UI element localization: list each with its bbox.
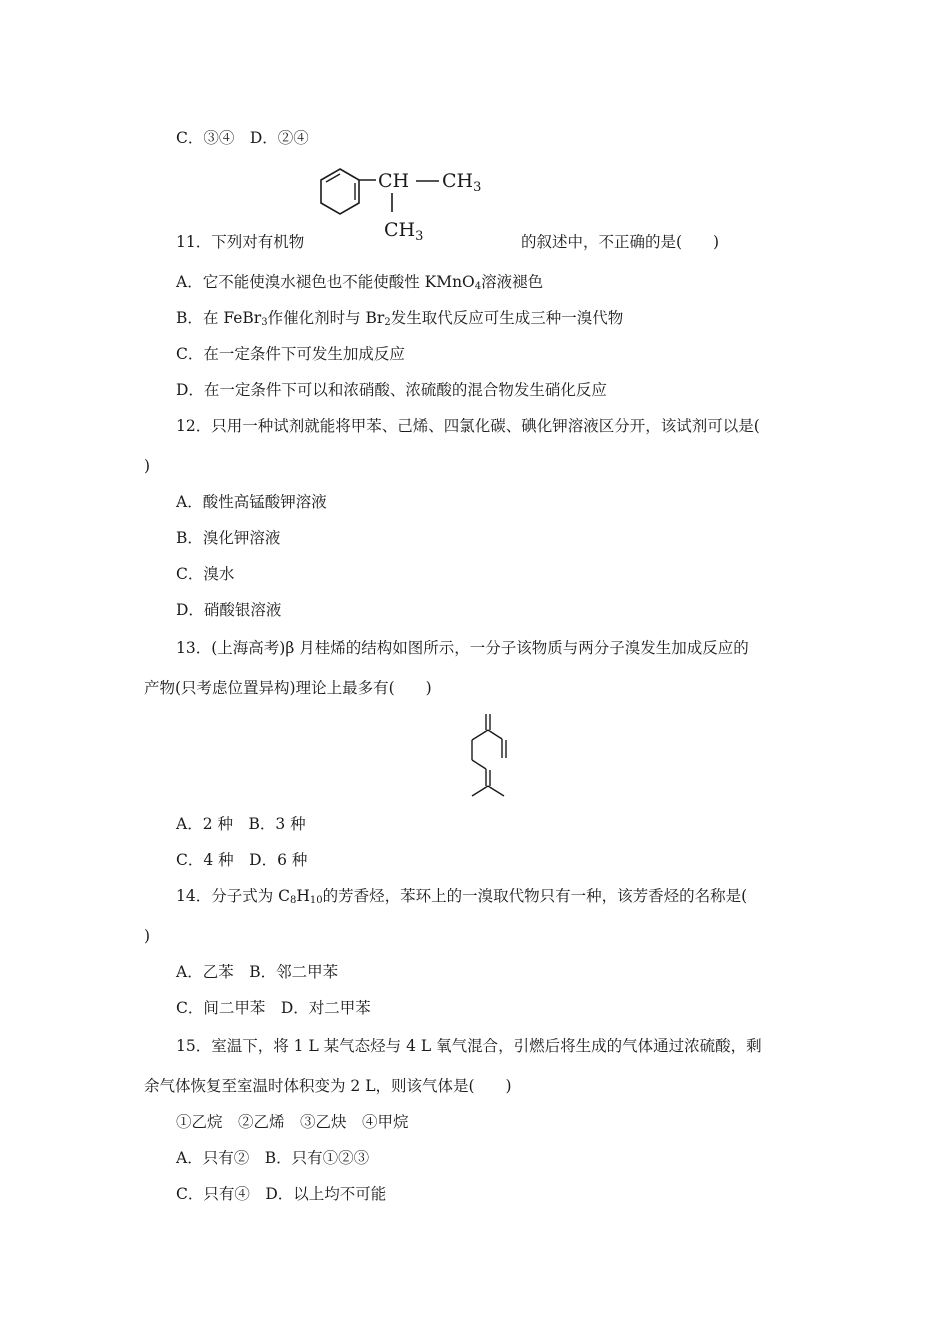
- q13-stem-line1: 13．(上海高考)β 月桂烯的结构如图所示，一分子该物质与两分子溴发生加成反应的: [176, 639, 749, 657]
- q15-options-ab: A．只有② B．只有①②③: [176, 1149, 370, 1167]
- ch3-bottom-label: $CH_3$: [384, 219, 424, 244]
- q15-stem-line2: 余气体恢复至室温时体积变为 2 L，则该气体是( ): [144, 1077, 512, 1095]
- q15-options-cd: C．只有④ D．以上均不可能: [176, 1185, 387, 1203]
- q12-option-c: C．溴水: [176, 565, 235, 583]
- ch-label: CH: [378, 170, 410, 192]
- q12-option-b: B．溴化钾溶液: [176, 529, 281, 547]
- q14-options-cd: C．间二甲苯 D．对二甲苯: [176, 999, 371, 1017]
- myrcene-structure: [460, 710, 520, 814]
- q12-stem-line2: ): [144, 457, 151, 475]
- q11-stem-suffix: 的叙述中，不正确的是( ): [521, 233, 720, 251]
- q14-stem-line2: ): [144, 927, 151, 945]
- q11-stem-prefix: 11．下列对有机物: [176, 233, 305, 251]
- q11-option-d: D．在一定条件下可以和浓硝酸、浓硫酸的混合物发生硝化反应: [176, 381, 607, 399]
- ch3-right-label: $CH_3$: [442, 170, 482, 195]
- q14-options-ab: A．乙苯 B．邻二甲苯: [176, 963, 339, 981]
- q10-options-cd: C．③④ D．②④: [176, 129, 309, 147]
- q15-stem-line1: 15．室温下，将 1 L 某气态烃与 4 L 氧气混合，引燃后将生成的气体通过浓硫酸，剩: [176, 1037, 762, 1055]
- q11-option-a: A．它不能使溴水褪色也不能使酸性 KMnO$_4$溶液褪色: [176, 273, 544, 292]
- q13-options-cd: C．4 种 D．6 种: [176, 851, 308, 869]
- q12-stem-line1: 12．只用一种试剂就能将甲苯、己烯、四氯化碳、碘化钾溶液区分开，该试剂可以是(: [176, 417, 760, 435]
- cumene-structure: [312, 160, 502, 250]
- q11-option-b: B．在 FeBr$_3$作催化剂时与 $Br_2$发生取代反应可生成三种一溴代物: [176, 309, 624, 328]
- q13-options-ab: A．2 种 B．3 种: [176, 815, 306, 833]
- q14-stem-line1: 14．分子式为 $C_8H_{10}$的芳香烃，苯环上的一溴取代物只有一种，该芳香烃的名称是(: [176, 887, 748, 906]
- q13-stem-line2: 产物(只考虑位置异构)理论上最多有( ): [144, 679, 432, 697]
- q12-option-d: D．硝酸银溶液: [176, 601, 282, 619]
- q11-option-c: C．在一定条件下可发生加成反应: [176, 345, 405, 363]
- q15-choices: ①乙烷 ②乙烯 ③乙炔 ④甲烷: [176, 1113, 409, 1131]
- q12-option-a: A．酸性高锰酸钾溶液: [176, 493, 327, 511]
